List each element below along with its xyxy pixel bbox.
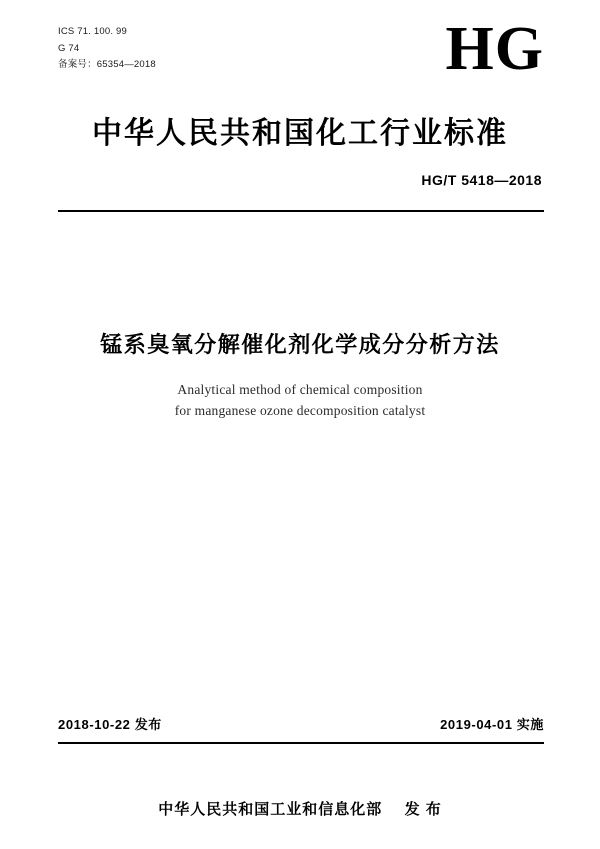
issue-date: 2018-10-22 发布 (58, 717, 162, 732)
implementation-date: 2019-04-01 实施 (440, 717, 544, 732)
ics-code: ICS 71. 100. 99 (58, 26, 128, 37)
document-title-english-line2: for manganese ozone decomposition catalyst (174, 402, 426, 418)
dates-row (58, 714, 544, 733)
standard-series-title: 中华人民共和国化工行业标准 (92, 117, 508, 150)
top-divider (58, 210, 544, 212)
standard-number: HG/T 5418—2018 (421, 172, 542, 188)
document-title-english (0, 380, 600, 422)
cover-meta-block (58, 24, 156, 74)
document-title-chinese: 锰系臭氧分解催化剂化学成分分析方法 (100, 332, 500, 357)
issuer-name: 中华人民共和国工业和信息化部 (158, 801, 383, 818)
document-title-english-line1: Analytical method of chemical composition (177, 382, 423, 397)
issuer-line (0, 798, 600, 819)
bottom-divider (58, 742, 544, 744)
hg-logo: HG (445, 15, 544, 83)
record-number: 备案号：65354—2018 (58, 59, 156, 71)
classification-code: G 74 (58, 42, 80, 54)
issuer-action: 发 布 (404, 801, 442, 818)
